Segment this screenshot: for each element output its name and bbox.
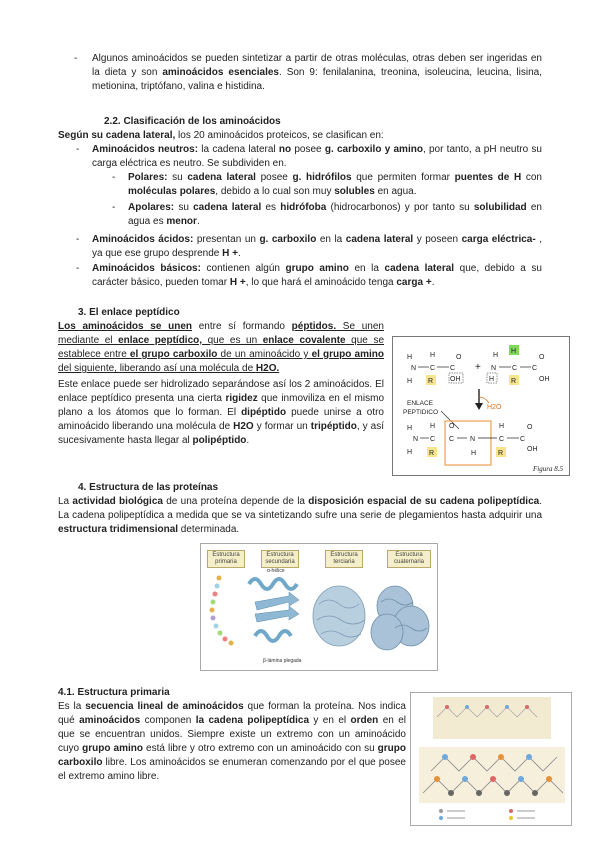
list-item-basicos: - Aminoácidos básicos: contienen algún grupo amino en la cadena lateral que, debido a su carácter básico, pueden tomar H +, lo que hará el aminoácido tenga carga +. bbox=[76, 263, 542, 288]
list-item-acidos: - Aminoácidos ácidos: presentan un g. carboxilo en la cadena lateral y poseen carga eléctrica- , ya que ese grupo desprende H +. bbox=[76, 234, 542, 259]
svg-text:+: + bbox=[475, 362, 481, 373]
sublist-item-polares: - Polares: su cadena lateral posee g. hidrófilos que permiten formar puentes de H con moléculas polares, debido a lo cual son muy solubles en agua. bbox=[112, 172, 542, 197]
svg-text:N: N bbox=[413, 436, 419, 443]
primary-structure-figure bbox=[410, 692, 572, 826]
peptide-bond-diagram bbox=[393, 337, 569, 475]
svg-text:C: C bbox=[430, 365, 436, 372]
svg-text:PEPTIDICO: PEPTIDICO bbox=[403, 409, 439, 416]
bullet-dash: - bbox=[74, 53, 78, 64]
helix-label: α-hélice bbox=[267, 568, 285, 574]
svg-text:O: O bbox=[456, 354, 462, 361]
section-2-2-lead: Según su cadena lateral, los 20 aminoácidos proteicos, se clasifican en: bbox=[58, 130, 384, 141]
svg-text:H: H bbox=[493, 352, 499, 359]
svg-text:H: H bbox=[489, 376, 495, 383]
svg-text:N: N bbox=[470, 436, 476, 443]
section-4-paragraph: La actividad biológica de una proteína depende de la disposición espacial de su cadena polipeptídica. La cadena polipeptídica a medida que se va sintetizando sufre una serie de plegamientos hasta adquirir una estructura tridimensional determinada. bbox=[58, 496, 542, 535]
svg-text:C: C bbox=[512, 365, 518, 372]
sheet-label: β-lámina plegada bbox=[263, 658, 302, 664]
svg-text:H: H bbox=[499, 423, 505, 430]
intro-bullet: - Algunos aminoácidos se pueden sintetizar a partir de otras moléculas, otras deben ser ingeridas en la dieta y son aminoácidos esenciales. Son 9: fenilalanina, treonina, isoleucina, leucina, lisina, metionina, triptófano, valina e histidina. bbox=[74, 53, 542, 92]
svg-text:C: C bbox=[450, 365, 456, 372]
svg-text:H: H bbox=[407, 425, 413, 432]
svg-text:R: R bbox=[498, 450, 504, 457]
section-4-1-title: 4.1. Estructura primaria bbox=[58, 687, 170, 698]
svg-text:O: O bbox=[449, 423, 455, 430]
label-tertiary: Estructura terciaria bbox=[325, 550, 363, 568]
svg-text:O: O bbox=[539, 354, 545, 361]
svg-text:H: H bbox=[511, 348, 517, 355]
svg-text:N: N bbox=[411, 365, 417, 372]
primary-structure-illustration bbox=[411, 693, 571, 825]
svg-text:R: R bbox=[428, 378, 434, 385]
section-3-title: 3. El enlace peptídico bbox=[78, 307, 180, 318]
peptide-bond-figure bbox=[392, 336, 570, 476]
svg-text:C: C bbox=[430, 436, 436, 443]
svg-text:O: O bbox=[527, 424, 533, 431]
svg-text:C: C bbox=[499, 436, 505, 443]
svg-text:OH: OH bbox=[527, 446, 538, 453]
label-quaternary: Estructura cuaternaria bbox=[387, 550, 431, 568]
svg-text:H: H bbox=[407, 354, 413, 361]
section-4-1-paragraph: Es la secuencia lineal de aminoácidos que forman la proteína. Nos indica qué aminoácidos componen la cadena polipeptídica y en el orden en el que se encuentran unidos. Siempre existe un extremo con un aminoácido cuyo grupo amino está libre y otro extremo con un aminoácido con su grupo carboxilo libre. Los aminoácidos se enumeran comenzando por el que posee el extremo amino libre. bbox=[58, 701, 406, 782]
svg-text:H: H bbox=[471, 450, 477, 457]
svg-text:H: H bbox=[407, 378, 413, 385]
section-3-paragraph-1: Los aminoácidos se unen entre sí formando péptidos. Se unen mediante el enlace peptídico, que es un enlace covalente que se establece entre el grupo carboxilo de un aminoácido y el grupo amino del siguiente, liberando así una molécula de H2O. bbox=[58, 321, 385, 374]
figure-caption: Figura 8.5 bbox=[533, 465, 563, 473]
svg-text:H: H bbox=[430, 423, 436, 430]
svg-text:C: C bbox=[520, 436, 526, 443]
svg-text:R: R bbox=[511, 378, 517, 385]
label-secondary: Estructura secundaria bbox=[261, 550, 299, 568]
section-2-2-title: 2.2. Clasificación de los aminoácidos bbox=[104, 116, 281, 127]
label-primary: Estructura primaria bbox=[207, 550, 245, 568]
sublist-item-apolares: - Apolares: su cadena lateral es hidrófoba (hidrocarbonos) y por tanto su solubilidad en agua es menor. bbox=[112, 202, 542, 227]
svg-text:H2O: H2O bbox=[487, 404, 502, 411]
svg-text:H: H bbox=[407, 449, 413, 456]
section-3-paragraph-2: Este enlace puede ser hidrolizado separándose así los 2 aminoácidos. El enlace peptídico presenta una cierta rigidez que inmoviliza en el mismo plano a los átomos que lo forman. El dipéptido puede unirse a otro aminoácido liberando una molécula de H2O y formar un tripéptido, y así sucesivamente hasta llegar al polipéptido. bbox=[58, 379, 384, 446]
svg-text:OH: OH bbox=[450, 376, 461, 383]
svg-text:OH: OH bbox=[539, 376, 550, 383]
svg-text:R: R bbox=[429, 450, 435, 457]
svg-text:C: C bbox=[449, 436, 455, 443]
svg-text:C: C bbox=[532, 365, 538, 372]
list-item-neutros: - Aminoácidos neutros: la cadena lateral no posee g. carboxilo y amino, por tanto, a pH neutro su carga eléctrica es neutro. Se subdividen en. bbox=[76, 144, 542, 169]
svg-text:ENLACE: ENLACE bbox=[407, 400, 434, 407]
protein-structures-figure bbox=[200, 543, 438, 671]
svg-text:N: N bbox=[491, 365, 497, 372]
section-4-title: 4. Estructura de las proteínas bbox=[78, 482, 219, 493]
svg-text:H: H bbox=[430, 352, 436, 359]
protein-structures-illustration bbox=[201, 544, 437, 670]
